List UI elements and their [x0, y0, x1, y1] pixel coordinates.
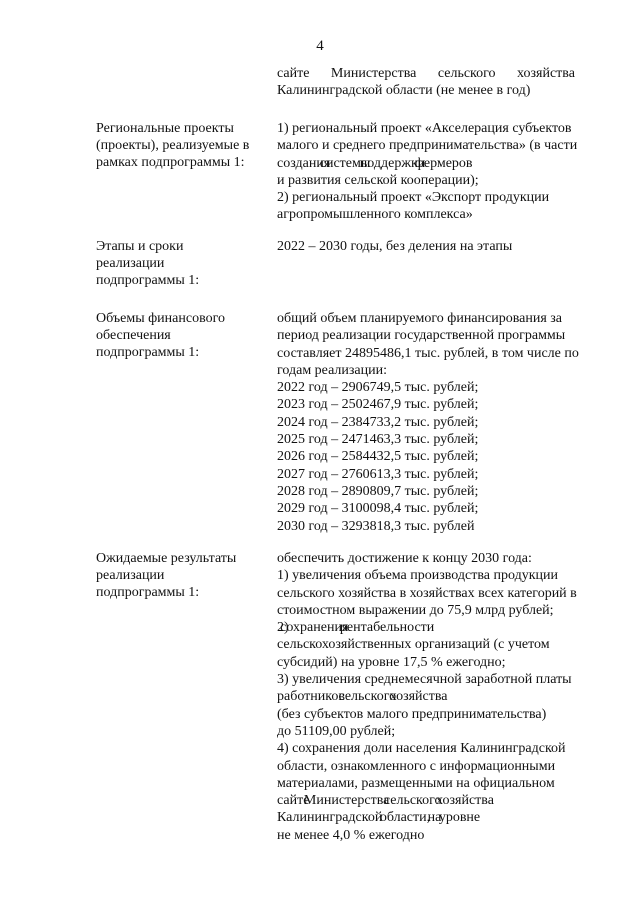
text-line: сайте Министерства сельского хозяйства: [277, 793, 494, 809]
year-amount: 2023 год – 2502467,9 тыс. рублей;: [277, 397, 479, 413]
text-line: области, ознакомленного с информационными: [277, 758, 556, 774]
text-line: сайте Министерства сельского хозяйства: [277, 66, 575, 81]
year-amount: 2029 год – 3100098,4 тыс. рублей;: [277, 501, 479, 517]
section-label: [96, 310, 261, 361]
text-line: период реализации государственной программы: [277, 328, 566, 344]
text-line: Калининградской области, на уровне: [277, 810, 481, 826]
label-line: Ожидаемые результаты: [96, 551, 237, 566]
text-line: 1) региональный проект «Акселерация субъектов: [277, 121, 572, 136]
label-line: обеспечения: [96, 328, 171, 343]
year-amount: 2022 год – 2906749,5 тыс. рублей;: [277, 380, 479, 396]
text-line: 2) сохранения рентабельности: [277, 620, 435, 636]
text-line: 1) увеличения объема производства продукции: [277, 568, 558, 584]
text-line: стоимостном выражении до 75,9 млрд рублей;: [277, 602, 554, 618]
year-amount: 2027 год – 2760613,3 тыс. рублей;: [277, 466, 479, 482]
section-content: [277, 120, 609, 224]
text-line: до 51109,00 рублей;: [277, 723, 396, 739]
label-line: подпрограммы 1:: [96, 585, 200, 600]
text-line: не менее 4,0 % ежегодно: [277, 827, 425, 843]
text-line: сельского хозяйства в хозяйствах всех категорий в: [277, 585, 577, 601]
section-content: [277, 238, 609, 255]
text-line: 4) сохранения доли населения Калининградской: [277, 741, 566, 757]
text-line: 2) региональный проект «Экспорт продукции: [277, 190, 550, 206]
year-amount: 2024 год – 2384733,2 тыс. рублей;: [277, 414, 479, 430]
text-line: обеспечить достижение к концу 2030 года:: [277, 551, 532, 566]
label-line: Региональные проекты: [96, 121, 234, 136]
text-line: общий объем планируемого финансирования за: [277, 311, 563, 326]
text-line: сельскохозяйственных организаций (с учетом: [277, 637, 550, 653]
text-line: (без субъектов малого предпринимательства): [277, 706, 547, 722]
text-line: годам реализации:: [277, 362, 387, 378]
text-line: 2022 – 2030 годы, без деления на этапы: [277, 239, 513, 254]
text-line: составляет 24895486,1 тыс. рублей, в том числе по: [277, 345, 579, 361]
label-line: (проекты), реализуемые в: [96, 138, 250, 153]
text-line: 3) увеличения среднемесячной заработной платы: [277, 672, 572, 688]
year-amount: 2026 год – 2584432,5 тыс. рублей;: [277, 449, 479, 465]
label-line: реализации: [96, 568, 165, 583]
label-line: подпрограммы 1:: [96, 345, 200, 360]
text-line: создания системы поддержки фермеров: [277, 155, 473, 171]
page-number: 4: [316, 38, 324, 54]
section-content: [277, 310, 609, 535]
year-amount: 2028 год – 2890809,7 тыс. рублей;: [277, 483, 479, 499]
text-line: агропромышленного комплекса»: [277, 207, 473, 223]
year-amount: 2030 год – 3293818,3 тыс. рублей: [277, 518, 475, 534]
section-label: [96, 120, 261, 171]
section-content: [277, 550, 609, 844]
label-line: Объемы финансового: [96, 311, 225, 326]
text-line: работников сельского хозяйства: [277, 689, 448, 705]
text-line: и развития сельской кооперации);: [277, 172, 479, 188]
year-amount: 2025 год – 2471463,3 тыс. рублей;: [277, 432, 479, 448]
section-label: [96, 550, 261, 601]
text-line: материалами, размещенными на официальном: [277, 775, 555, 791]
label-line: подпрограммы 1:: [96, 273, 200, 288]
text-line: субсидий) на уровне 17,5 % ежегодно;: [277, 654, 506, 670]
label-line: Этапы и сроки: [96, 239, 184, 254]
label-line: реализации: [96, 256, 165, 271]
continuation-text: [277, 65, 609, 100]
label-line: рамках подпрограммы 1:: [96, 155, 245, 170]
text-line: малого и среднего предпринимательства» (в части: [277, 138, 578, 154]
text-line: Калининградской области (не менее в год): [277, 83, 531, 99]
section-label: [96, 238, 261, 289]
